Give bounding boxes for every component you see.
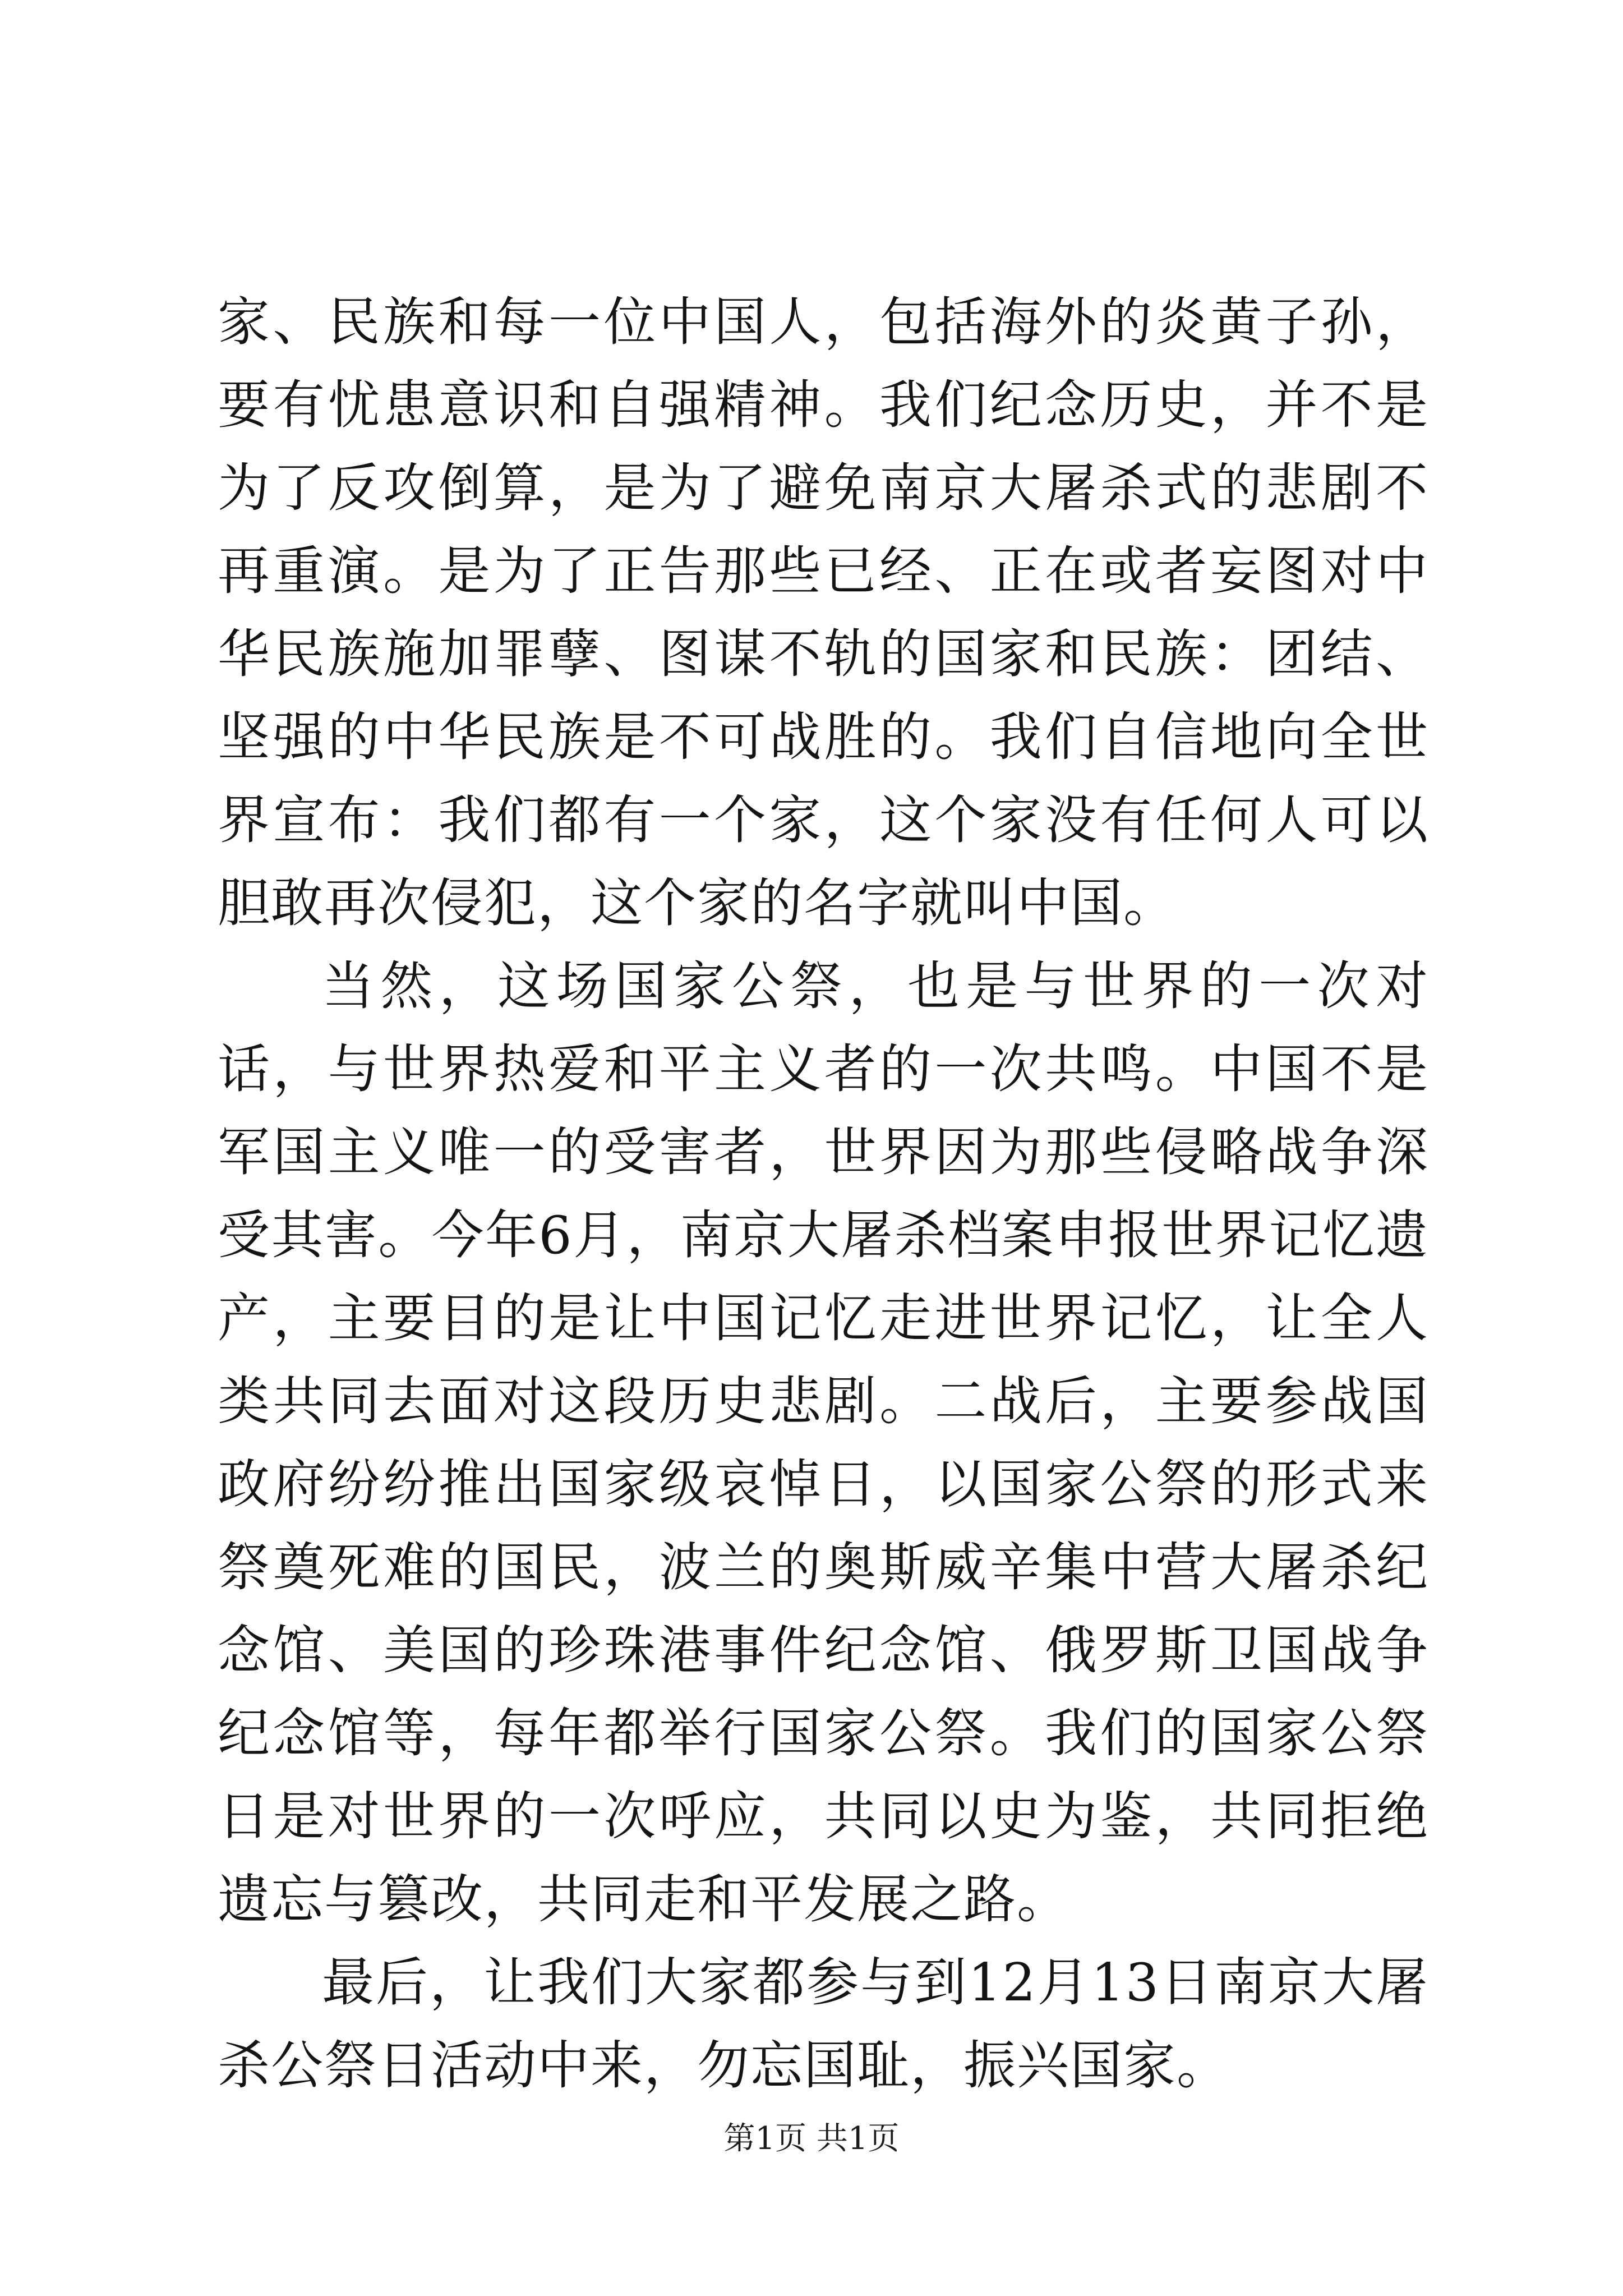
document-body [218,280,1429,2107]
paragraph-world-dialogue: 当然，这场国家公祭，也是与世界的一次对话，与世界热爱和平主义者的一次共鸣。中国不是军国主义唯一的受害者，世界因为那些侵略战争深受其害。今年6月，南京大屠杀档案申报世界记忆遗产，主要目的是让中国记忆走进世界记忆，让全人类共同去面对这段历史悲剧。二战后，主要参战国政府纷纷推出国家级哀悼日，以国家公祭的形式来祭奠死难的国民，波兰的奥斯威辛集中营大屠杀纪念馆、美国的珍珠港事件纪念馆、俄罗斯卫国战争纪念馆等，每年都举行国家公祭。我们的国家公祭日是对世界的一次呼应，共同以史为鉴，共同拒绝遗忘与篡改，共同走和平发展之路。 [218,956,1429,1930]
paragraph-continuation: 家、民族和每一位中国人，包括海外的炎黄子孙，要有忧患意识和自强精神。我们纪念历史，并不是为了反攻倒算，是为了避免南京大屠杀式的悲剧不再重演。是为了正告那些已经、正在或者妄图对中华民族施加罪孽、图谋不轨的国家和民族：团结、坚强的中华民族是不可战胜的。我们自信地向全世界宣布：我们都有一个家，这个家没有任何人可以胆敢再次侵犯，这个家的名字就叫中国。 [218,292,1429,933]
page-number-footer: 第1页 共1页 [723,2120,900,2157]
paragraph-closing: 最后，让我们大家都参与到12月13日南京大屠杀公祭日活动中来，勿忘国耻，振兴国家。 [218,1952,1429,2096]
